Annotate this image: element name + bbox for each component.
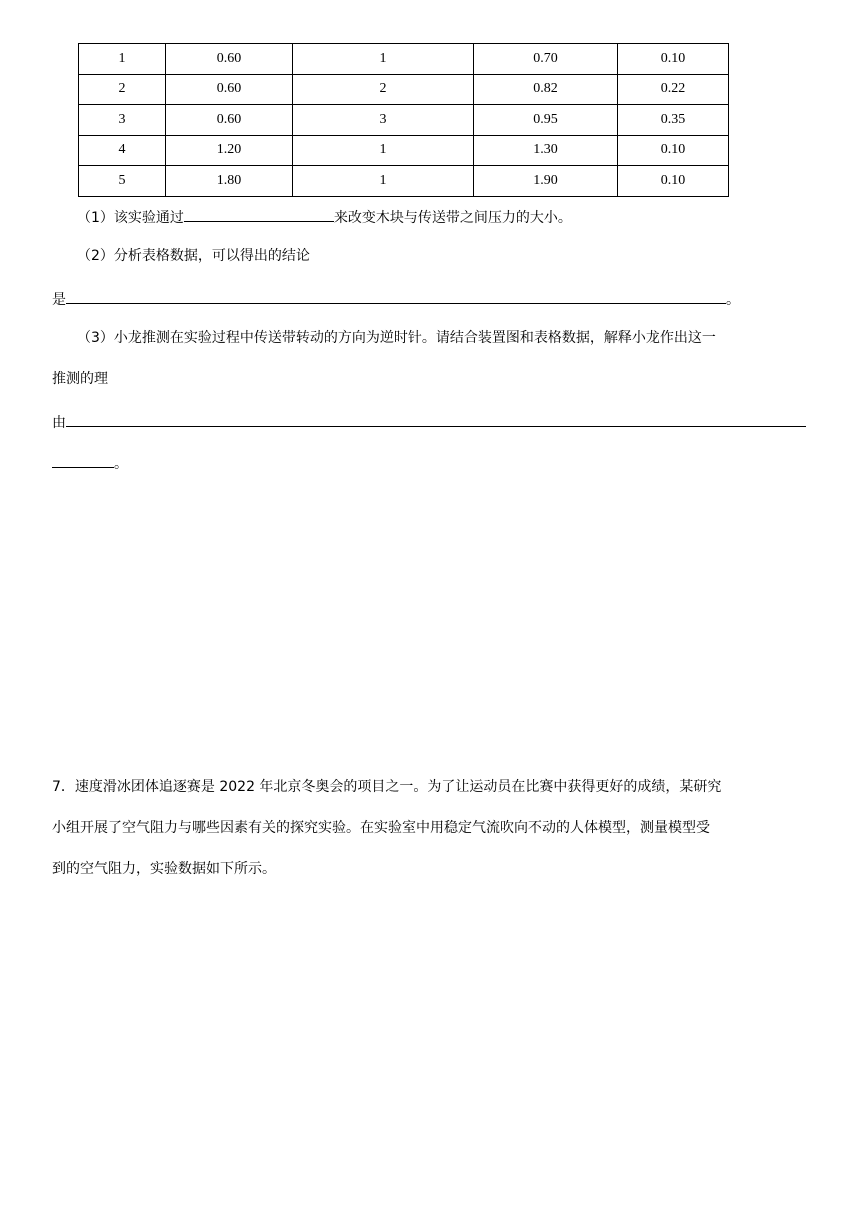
table-cell: 0.10	[618, 135, 729, 166]
table-cell: 1	[293, 135, 474, 166]
q3-line-2: 推测的理	[52, 371, 108, 387]
table-cell: 0.60	[166, 74, 293, 105]
table-cell: 1	[79, 44, 166, 75]
q3-answer-blank-1[interactable]	[66, 410, 806, 427]
q7-line-3: 到的空气阻力，实验数据如下所示。	[52, 861, 276, 877]
q1-answer-blank[interactable]	[184, 205, 334, 222]
table-cell: 0.60	[166, 44, 293, 75]
q3-line-1: （3）小龙推测在实验过程中传送带转动的方向为逆时针。请结合装置图和表格数据，解释小龙作出这一	[77, 330, 716, 346]
q7-line-1: 7．速度滑冰团体追逐赛是 2022 年北京冬奥会的项目之一。为了让运动员在比赛中获得更好的成绩，某研究	[52, 779, 722, 795]
q3-line-3-prefix: 由	[52, 415, 66, 431]
table-cell: 0.70	[474, 44, 618, 75]
table-cell: 0.82	[474, 74, 618, 105]
table-cell: 0.95	[474, 105, 618, 136]
question-3-line-4	[52, 451, 128, 474]
question-7-line-2	[52, 818, 710, 838]
q3-line-4-suffix: 。	[114, 456, 128, 472]
table-cell: 4	[79, 135, 166, 166]
q2-answer-blank[interactable]	[66, 287, 726, 304]
question-2-line-2	[52, 287, 740, 310]
question-3-line-1	[77, 328, 716, 348]
table-cell: 3	[293, 105, 474, 136]
table-cell: 3	[79, 105, 166, 136]
table-cell: 2	[293, 74, 474, 105]
q1-prefix: （1）该实验通过	[77, 210, 184, 226]
table-body	[79, 44, 729, 197]
table-row	[79, 105, 729, 136]
table-cell: 0.35	[618, 105, 729, 136]
table-cell: 0.10	[618, 44, 729, 75]
table-cell: 1.90	[474, 166, 618, 197]
question-1	[77, 205, 572, 228]
table-cell: 0.22	[618, 74, 729, 105]
question-3-line-2	[52, 369, 108, 389]
table-row	[79, 74, 729, 105]
question-2-line-1	[77, 246, 310, 266]
q7-line-2: 小组开展了空气阻力与哪些因素有关的探究实验。在实验室中用稳定气流吹向不动的人体模型，测量模型受	[52, 820, 710, 836]
question-7-line-1	[52, 777, 721, 797]
table-cell: 1.80	[166, 166, 293, 197]
table-cell: 5	[79, 166, 166, 197]
table-row	[79, 135, 729, 166]
table-cell: 1.30	[474, 135, 618, 166]
table-cell: 2	[79, 74, 166, 105]
question-3-line-3	[52, 410, 806, 433]
table-row	[79, 44, 729, 75]
q1-suffix: 来改变木块与传送带之间压力的大小。	[333, 210, 572, 226]
table-cell: 1	[293, 166, 474, 197]
table-row	[79, 166, 729, 197]
table-cell: 0.60	[166, 105, 293, 136]
q2-line-2-suffix: 。	[726, 292, 740, 308]
q2-line-1: （2）分析表格数据，可以得出的结论	[77, 248, 310, 264]
question-7-line-3	[52, 859, 276, 879]
table-cell: 1	[293, 44, 474, 75]
q2-line-2-prefix: 是	[52, 292, 66, 308]
q3-answer-blank-2[interactable]	[52, 451, 114, 468]
table-cell: 0.10	[618, 166, 729, 197]
table-cell: 1.20	[166, 135, 293, 166]
data-table	[78, 43, 729, 197]
